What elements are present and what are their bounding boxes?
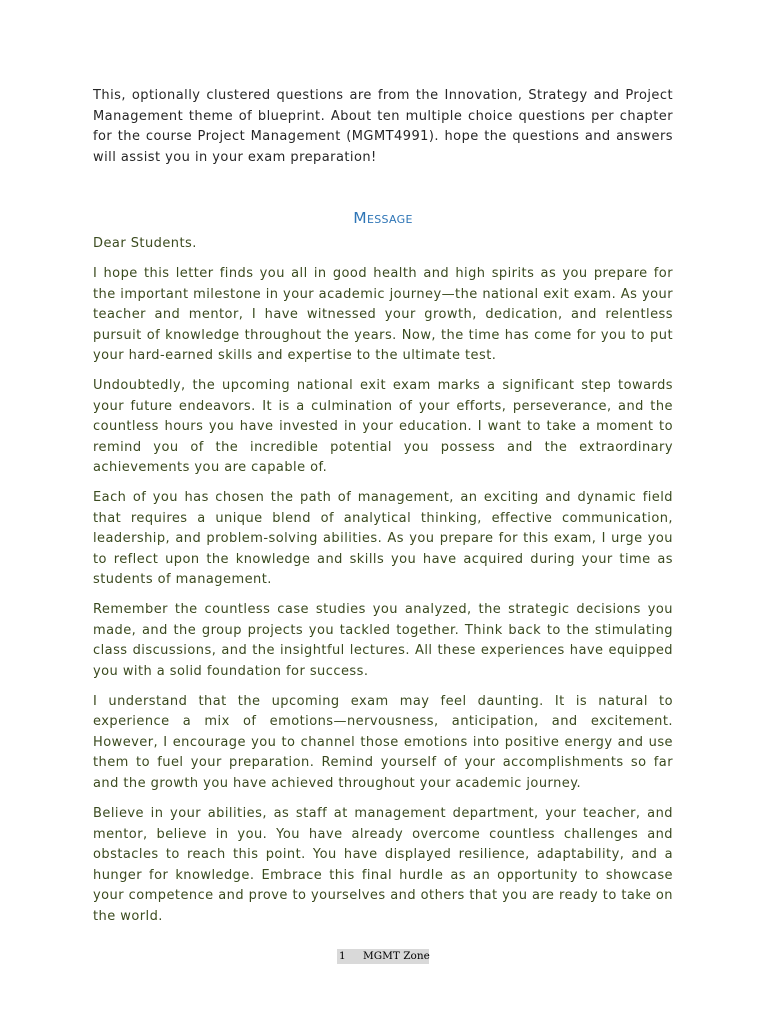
message-paragraph-2: Undoubtedly, the upcoming national exit exam marks a significant step towards your future endeavors. It is a culmination of your efforts, perseverance, and the countless hours you have invested in your education. I want to take a moment to remind you of the incredible potential you possess and the extraordinary achievements you are capable of. [93,378,673,476]
message-paragraph-6: Believe in your abilities, as staff at management department, your teacher, and mentor, believe in you. You have already overcome countless challenges and obstacles to reach this point. You have displayed resilience, adaptability, and a hunger for knowledge. Embrace this final hurdle as an opportunity to showcase your competence and prove to yourselves and others that you are ready to take on the world. [93,806,673,924]
page-footer [337,949,429,964]
document-page [93,86,673,927]
page-number: 1 [339,950,346,962]
greeting: Dear Students. [93,236,197,251]
message-paragraph-4: Remember the countless case studies you analyzed, the strategic decisions you made, and the group projects you tackled together. Think back to the stimulating class discussions, and the insightful lectures. All these experiences have equipped you with a solid foundation for success. [93,602,673,679]
message-heading: Message [353,209,413,227]
message-paragraph-1: I hope this letter finds you all in good health and high spirits as you prepare for the important milestone in your academic journey—the national exit exam. As your teacher and mentor, I have witnessed your growth, dedication, and relentless pursuit of knowledge throughout the years. Now, the time has come for you to put your hard-earned skills and expertise to the ultimate test. [93,266,673,364]
intro-paragraph: This, optionally clustered questions are from the Innovation, Strategy and Project Management theme of blueprint. About ten multiple choice questions per chapter for the course Project Management (MGMT4991). hope the questions and answers will assist you in your exam preparation! [93,88,673,165]
footer-label: MGMT Zone [363,950,430,962]
message-paragraph-5: I understand that the upcoming exam may feel daunting. It is natural to experience a mix of emotions—nervousness, anticipation, and excitement. However, I encourage you to channel those emotions into positive energy and use them to fuel your preparation. Remind yourself of your accomplishments so far and the growth you have achieved throughout your academic journey. [93,693,673,791]
message-paragraph-3: Each of you has chosen the path of management, an exciting and dynamic field that requires a unique blend of analytical thinking, effective communication, leadership, and problem-solving abilities. As you prepare for this exam, I urge you to reflect upon the knowledge and skills you have acquired during your time as students of management. [93,490,673,588]
